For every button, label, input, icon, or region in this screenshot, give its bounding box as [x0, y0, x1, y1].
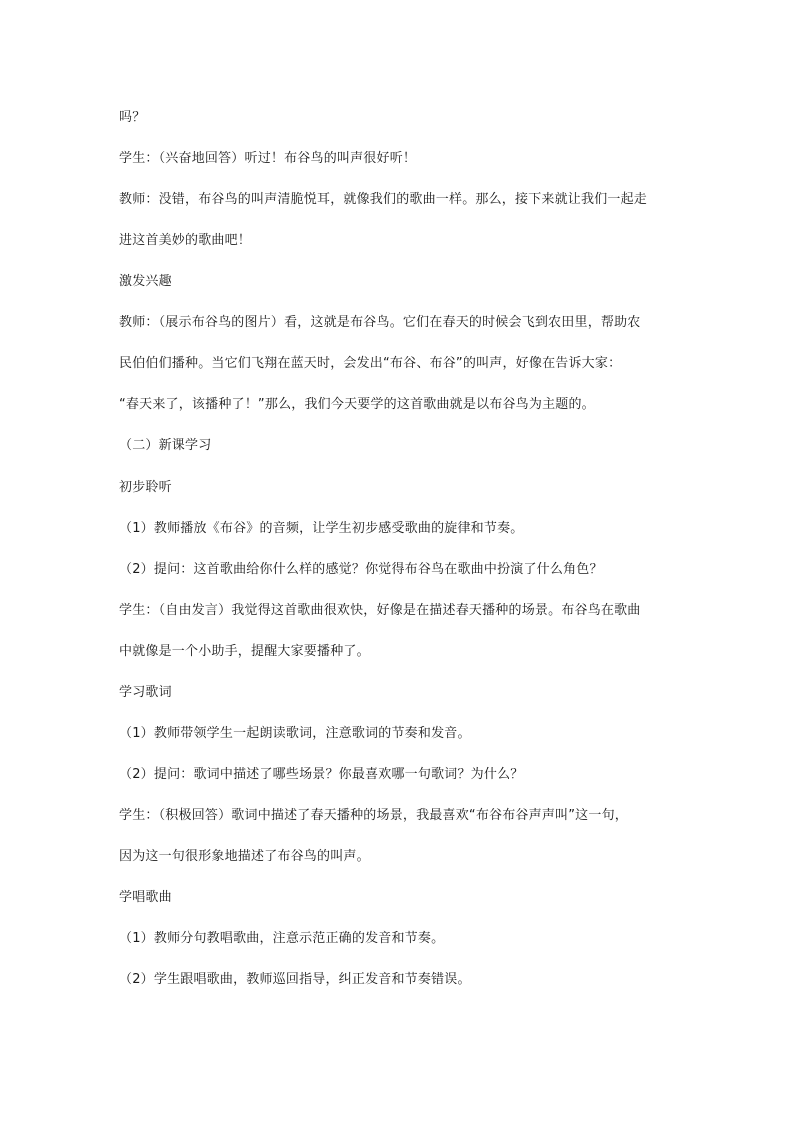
text-line: 中就像是一个小助手，提醒大家要播种了。 — [119, 644, 370, 659]
text-line: 民伯伯们播种。当它们飞翔在蓝天时，会发出“布谷、布谷”的叫声，好像在告诉大家： — [119, 356, 622, 371]
list-item: （1）教师播放《布谷》的音频，让学生初步感受歌曲的旋律和节奏。 — [119, 521, 524, 536]
list-item: （2）学生跟唱歌曲，教师巡回指导，纠正发音和节奏错误。 — [119, 972, 471, 987]
text-line: 学生：（自由发言）我觉得这首歌曲很欢快，好像是在描述春天播种的场景。布谷鸟在歌曲 — [119, 603, 641, 618]
text-line: 学生：（兴奋地回答）听过！布谷鸟的叫声很好听！ — [119, 151, 417, 166]
text-line: 学生：（积极回答）歌词中描述了春天播种的场景，我最喜欢“布谷布谷声声叫”这一句， — [119, 808, 628, 823]
section-heading: 激发兴趣 — [119, 274, 172, 289]
section-heading: 初步聆听 — [119, 480, 172, 495]
section-heading: （二）新课学习 — [119, 438, 212, 453]
list-item: （1）教师带领学生一起朗读歌词，注意歌词的节奏和发音。 — [119, 726, 471, 741]
text-line: 教师：（展示布谷鸟的图片）看，这就是布谷鸟。它们在春天的时候会飞到农田里，帮助农 — [119, 315, 641, 330]
text-line: “春天来了，该播种了！”那么，我们今天要学的这首歌曲就是以布谷鸟为主题的。 — [119, 397, 595, 412]
text-line: 吗？ — [119, 110, 146, 125]
text-line: 因为这一句很形象地描述了布谷鸟的叫声。 — [119, 849, 370, 864]
section-heading: 学习歌词 — [119, 685, 172, 700]
list-item: （2）提问：这首歌曲给你什么样的感觉？你觉得布谷鸟在歌曲中扮演了什么角色？ — [119, 562, 603, 577]
list-item: （1）教师分句教唱歌曲，注意示范正确的发音和节奏。 — [119, 931, 445, 946]
list-item: （2）提问：歌词中描述了哪些场景？你最喜欢哪一句歌词？为什么？ — [119, 767, 524, 782]
text-line: 教师：没错，布谷鸟的叫声清脆悦耳，就像我们的歌曲一样。那么，接下来就让我们一起走 — [119, 192, 648, 207]
section-heading: 学唱歌曲 — [119, 890, 172, 905]
text-line: 进这首美妙的歌曲吧！ — [119, 233, 252, 248]
